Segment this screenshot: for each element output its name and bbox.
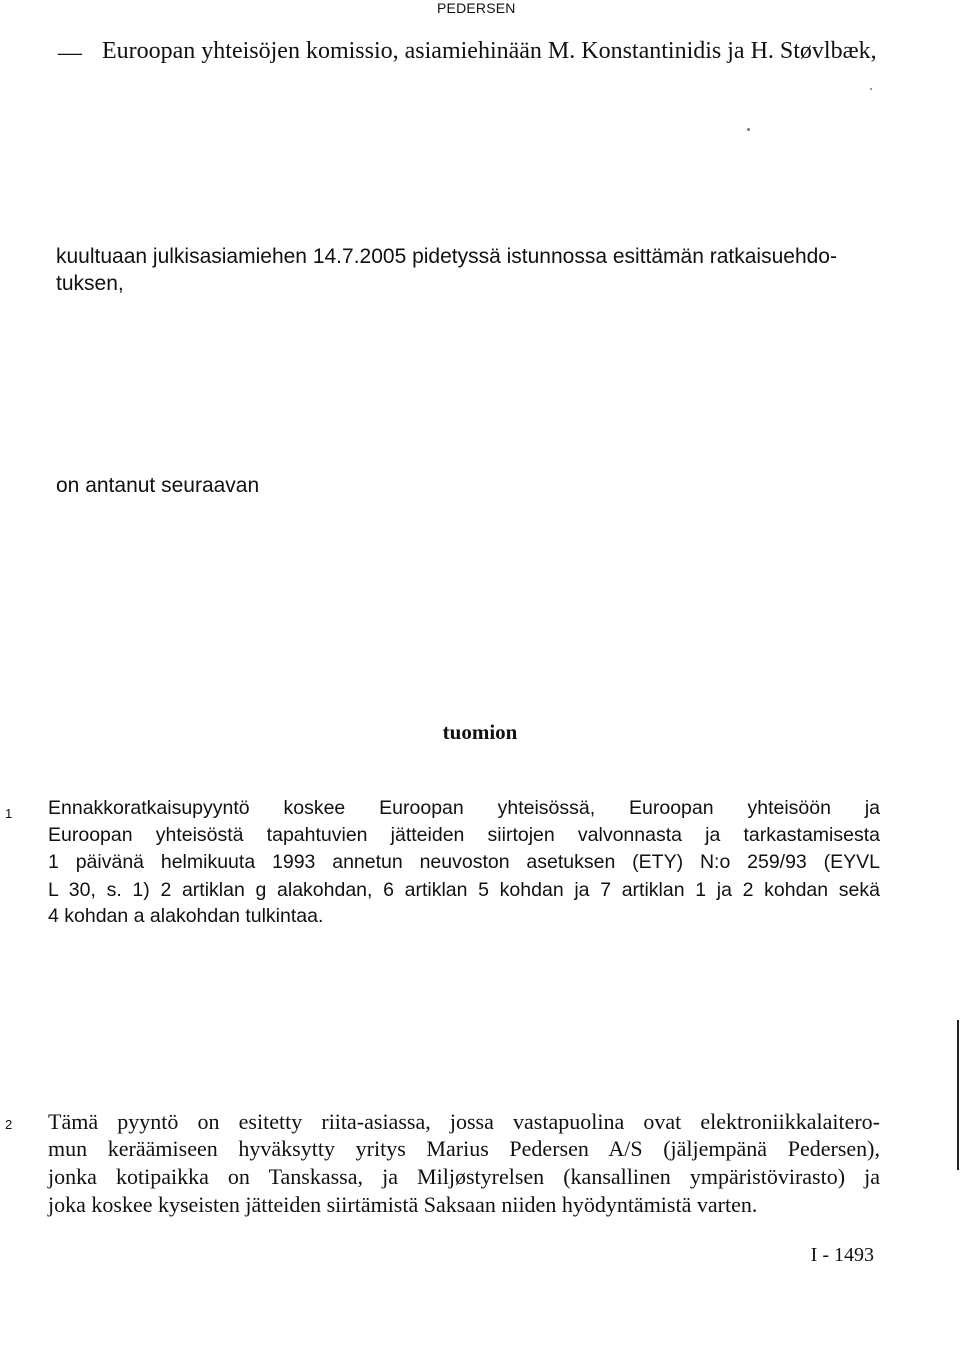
given-statement: on antanut seuraavan (56, 474, 260, 497)
paragraph-line: Tämä pyyntö on esitetty riita-asiassa, jossa vastapuolina ovat elektroniikkalaitero- (48, 1109, 880, 1134)
paragraph-number: 1 (5, 806, 13, 821)
page-number: I - 1493 (810, 1244, 874, 1266)
judgment-title: tuomion (442, 720, 518, 744)
paragraph-line: 4 kohdan a alakohdan tulkintaa. (48, 905, 324, 927)
running-header: PEDERSEN (437, 0, 516, 16)
paragraph-line: mun keräämiseen hyväksytty yritys Marius Pedersen A/S (jäljempänä Pedersen), (48, 1136, 880, 1161)
paragraph-number: 2 (5, 1117, 13, 1132)
paragraph-line: Euroopan yhteisöstä tapahtuvien jätteiden siirtojen valvonnasta ja tarkastamisesta (48, 824, 880, 846)
scan-edge-mark (957, 1020, 959, 1170)
paragraph-line: joka koskee kyseisten jätteiden siirtämistä Saksaan niiden hyödyntämistä varten. (48, 1192, 758, 1217)
party-commission: Euroopan yhteisöjen komissio, asiamiehinään M. Konstantinidis ja H. Støvlbæk, (102, 38, 877, 64)
paragraph-line: L 30, s. 1) 2 artiklan g alakohdan, 6 artiklan 5 kohdan ja 7 artiklan 1 ja 2 kohdan sekä (48, 879, 880, 901)
party-dash: — (58, 40, 82, 66)
paragraph-line: 1 päivänä helmikuuta 1993 annetun neuvoston asetuksen (ETY) N:o 259/93 (EYVL (48, 851, 880, 873)
scan-speck (870, 88, 872, 90)
scan-speck (747, 128, 750, 131)
opinion-line-2: tuksen, (56, 272, 124, 295)
paragraph-line: Ennakkoratkaisupyyntö koskee Euroopan yhteisössä, Euroopan yhteisöön ja (48, 797, 880, 819)
paragraph-line: jonka kotipaikka on Tanskassa, ja Miljøstyrelsen (kansallinen ympäristövirasto) ja (48, 1164, 880, 1189)
opinion-line-1: kuultuaan julkisasiamiehen 14.7.2005 pidetyssä istunnossa esittämän ratkaisuehdo- (56, 245, 837, 268)
